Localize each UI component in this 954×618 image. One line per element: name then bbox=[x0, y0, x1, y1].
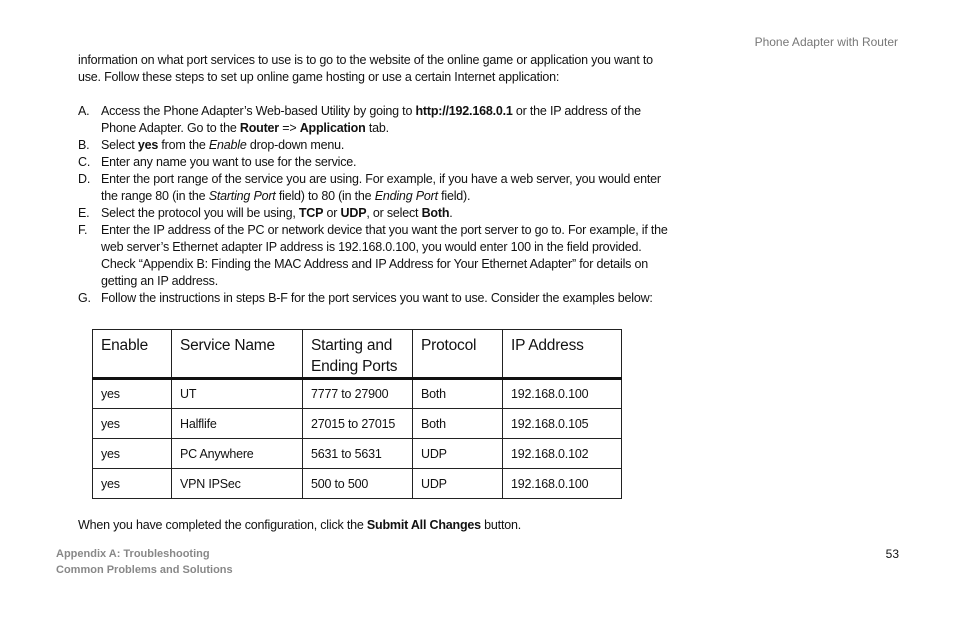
cell-protocol: UDP bbox=[413, 469, 503, 499]
cell-enable: yes bbox=[93, 469, 172, 499]
running-header: Phone Adapter with Router bbox=[754, 35, 898, 49]
cell-ip-address: 192.168.0.102 bbox=[503, 439, 622, 469]
cell-ip-address: 192.168.0.105 bbox=[503, 409, 622, 439]
cell-ports: 500 to 500 bbox=[303, 469, 413, 499]
cell-ip-address: 192.168.0.100 bbox=[503, 469, 622, 499]
cell-service-name: Halflife bbox=[172, 409, 303, 439]
step-text: field) to 80 (in the bbox=[275, 189, 375, 203]
cell-protocol: Both bbox=[413, 379, 503, 409]
cell-ports: 5631 to 5631 bbox=[303, 439, 413, 469]
cell-enable: yes bbox=[93, 439, 172, 469]
step-marker: F. bbox=[78, 223, 88, 237]
step-marker: E. bbox=[78, 206, 90, 220]
cell-ports: 7777 to 27900 bbox=[303, 379, 413, 409]
step-c bbox=[78, 154, 678, 171]
step-text: Enter the port range of the service you are using. For example, if you have a web server, you would enter the range 80 (in the bbox=[101, 172, 661, 203]
step-text: or the IP address of the Phone Adapter. Go to the bbox=[101, 104, 641, 135]
step-marker: D. bbox=[78, 172, 91, 186]
both-option: Both bbox=[421, 206, 450, 220]
closing-paragraph bbox=[78, 518, 521, 532]
enable-field-name: Enable bbox=[208, 138, 247, 152]
cell-enable: yes bbox=[93, 409, 172, 439]
step-text: from the bbox=[158, 138, 209, 152]
cell-protocol: UDP bbox=[413, 439, 503, 469]
closing-text: When you have completed the configuration, click the bbox=[78, 518, 367, 532]
step-a bbox=[78, 103, 678, 137]
step-d bbox=[78, 171, 678, 205]
step-b bbox=[78, 137, 678, 154]
cell-protocol: Both bbox=[413, 409, 503, 439]
cell-service-name: VPN IPSec bbox=[172, 469, 303, 499]
router-tab-label: Router bbox=[239, 121, 279, 135]
table-row bbox=[93, 439, 622, 469]
step-text: . bbox=[449, 206, 453, 220]
steps-list bbox=[78, 103, 678, 307]
step-text: Follow the instructions in steps B-F for the port services you want to use. Consider the examples below: bbox=[101, 291, 653, 305]
step-text: Select bbox=[101, 138, 138, 152]
step-marker: B. bbox=[78, 138, 90, 152]
step-text: Select the protocol you will be using, bbox=[101, 206, 299, 220]
step-text: or bbox=[323, 206, 341, 220]
table-row bbox=[93, 469, 622, 499]
step-marker: G. bbox=[78, 291, 91, 305]
udp-option: UDP bbox=[340, 206, 367, 220]
cell-service-name: PC Anywhere bbox=[172, 439, 303, 469]
step-f bbox=[78, 222, 678, 290]
yes-option: yes bbox=[137, 138, 159, 152]
submit-all-changes-label: Submit All Changes bbox=[366, 518, 481, 532]
cell-ports: 27015 to 27015 bbox=[303, 409, 413, 439]
table-header-row bbox=[93, 330, 622, 379]
utility-url: http://192.168.0.1 bbox=[415, 104, 513, 118]
tcp-option: TCP bbox=[298, 206, 324, 220]
header-ip-address: IP Address bbox=[503, 330, 622, 379]
closing-text: button. bbox=[480, 518, 522, 532]
header-service-name: Service Name bbox=[172, 330, 303, 379]
step-marker: C. bbox=[78, 155, 91, 169]
step-text: field). bbox=[437, 189, 471, 203]
page-number: 53 bbox=[885, 547, 899, 561]
header-protocol: Protocol bbox=[413, 330, 503, 379]
starting-port-field-name: Starting Port bbox=[208, 189, 276, 203]
step-text: , or select bbox=[366, 206, 422, 220]
port-services-table bbox=[92, 329, 622, 499]
cell-service-name: UT bbox=[172, 379, 303, 409]
ending-port-field-name: Ending Port bbox=[374, 189, 438, 203]
table-row bbox=[93, 409, 622, 439]
step-e bbox=[78, 205, 678, 222]
footer-section-title bbox=[56, 546, 233, 578]
footer-appendix: Appendix A: Troubleshooting bbox=[56, 548, 210, 560]
step-text: drop-down menu. bbox=[246, 138, 345, 152]
footer-subsection: Common Problems and Solutions bbox=[56, 564, 233, 576]
application-tab-label: Application bbox=[299, 121, 366, 135]
step-text: tab. bbox=[365, 121, 389, 135]
cell-ip-address: 192.168.0.100 bbox=[503, 379, 622, 409]
header-ports: Starting and Ending Ports bbox=[303, 330, 413, 379]
step-text: Enter any name you want to use for the service. bbox=[101, 155, 357, 169]
step-marker: A. bbox=[78, 104, 90, 118]
step-g bbox=[78, 290, 678, 307]
intro-paragraph: information on what port services to use is to go to the website of the online game or application you want to use. Follow these steps to set up online game hosting or use a certain Internet application: bbox=[78, 53, 653, 84]
header-enable: Enable bbox=[93, 330, 172, 379]
step-text: Access the Phone Adapter’s Web-based Utility by going to bbox=[101, 104, 416, 118]
table-row bbox=[93, 379, 622, 409]
cell-enable: yes bbox=[93, 379, 172, 409]
step-text: Enter the IP address of the PC or network device that you want the port server to go to. For example, if the web server’s Ethernet adapter IP address is 192.168.0.100, you would enter 100 in the field provided. Check “Appendix B: Finding the MAC Address and IP Address for Your Ethernet Adapter” for details on getting an IP address. bbox=[101, 223, 668, 288]
step-text: => bbox=[278, 121, 300, 135]
